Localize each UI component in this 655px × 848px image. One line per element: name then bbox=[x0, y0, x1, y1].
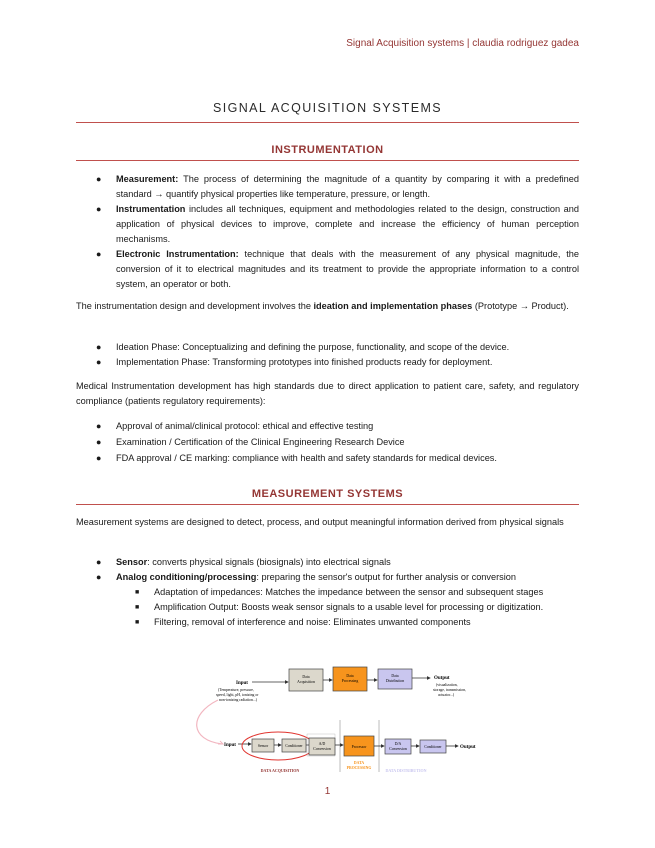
phases-intro: The instrumentation design and development involves the ideation and implementation phases (Prototype → Product). bbox=[76, 301, 569, 311]
list-item: ● Electronic Instrumentation: technique that deals with the measurement of any physical magnitude, the conversion of it to electrical magnitudes and its treatment to provide the appropriate information to a control system, an operator or both. bbox=[96, 249, 580, 289]
diagram-input-desc: (Temperature, pressure, bbox=[218, 688, 254, 692]
page-number: 1 bbox=[324, 786, 331, 797]
bullet-icon: ● bbox=[96, 572, 102, 582]
measurement-intro: Measurement systems are designed to detect, process, and output meaningful information derived from physical signals bbox=[76, 517, 564, 527]
section-label-acquisition: DATA ACQUISITION bbox=[260, 768, 300, 773]
list-item: ■ Amplification Output: Boosts weak sensor signals to a usable level for processing or digitization. bbox=[154, 600, 579, 615]
diagram-output-desc: (visualization, bbox=[436, 683, 458, 687]
bullet-icon: ● bbox=[96, 557, 102, 567]
box-label: A/D bbox=[318, 742, 326, 746]
list-item: ■ Adaptation of impedances: Matches the impedance between the sensor and subsequent stages bbox=[154, 585, 579, 600]
diagram-input-label: Input bbox=[236, 681, 248, 686]
section-heading-instrumentation: INSTRUMENTATION bbox=[271, 144, 384, 156]
diagram-output-desc: storage, transmission, bbox=[433, 688, 467, 692]
section-label-distribution: DATA DISTRIBUTION bbox=[385, 768, 427, 773]
flow-curve bbox=[197, 700, 222, 744]
title-divider bbox=[76, 122, 579, 123]
box-label: Conversion bbox=[389, 747, 407, 751]
list-item: ● Examination / Certification of the Clinical Engineering Research Device bbox=[116, 435, 579, 451]
bullet-icon: ● bbox=[96, 342, 102, 352]
list-item: ● Measurement: The process of determining the magnitude of a quantity by comparing it with a predefined standard → quantify physical properties like temperature, pressure, or length. bbox=[96, 174, 579, 199]
box-label: Data bbox=[391, 674, 399, 678]
diagram-input-desc: non-ionizing radiation...) bbox=[219, 698, 257, 702]
bullet-icon: ● bbox=[96, 437, 102, 447]
box-label: Data bbox=[346, 674, 354, 678]
section-heading-measurement-systems: MEASUREMENT SYSTEMS bbox=[251, 488, 404, 500]
box-label: Distribution bbox=[385, 679, 405, 683]
bullet-icon: ● bbox=[96, 453, 102, 463]
list-item: ● Approval of animal/clinical protocol: ethical and effective testing bbox=[116, 419, 579, 435]
medical-list bbox=[96, 419, 579, 467]
box-label: Conditioner bbox=[424, 745, 442, 749]
box-label: Processing bbox=[341, 679, 359, 683]
phases-list bbox=[96, 340, 579, 370]
measurement-system-diagram bbox=[196, 660, 592, 782]
bullet-icon: ● bbox=[96, 249, 102, 259]
bullet-icon: ● bbox=[96, 174, 102, 184]
definitions-list bbox=[96, 172, 580, 292]
box-label: Sensor bbox=[257, 744, 269, 748]
square-bullet-icon: ■ bbox=[135, 619, 140, 626]
box-label: Conversion bbox=[313, 747, 331, 751]
diagram-input-desc: speed, light, pH, ionizing or bbox=[216, 693, 259, 697]
box-label: Conditioner bbox=[285, 744, 303, 748]
list-item: ● Instrumentation includes all techniques, equipment and methodologies related to the design, construction and application of physical devices to improve, complete and increase the efficiency of human perception mechanisms. bbox=[96, 204, 579, 244]
bullet-icon: ● bbox=[96, 357, 102, 367]
diagram-output-desc: actuator...) bbox=[438, 693, 455, 697]
list-item: ■ Filtering, removal of interference and noise: Eliminates unwanted components bbox=[154, 615, 579, 630]
list-item: ● Sensor: converts physical signals (biosignals) into electrical signals bbox=[116, 555, 579, 570]
list-item: ● Analog conditioning/processing: preparing the sensor's output for further analysis or conversion bbox=[116, 570, 579, 585]
section-divider bbox=[76, 504, 579, 505]
box-label: D/A bbox=[394, 742, 402, 746]
list-item: ● Implementation Phase: Transforming prototypes into finished products ready for deployment. bbox=[116, 355, 579, 370]
list-item: ● FDA approval / CE marking: compliance with health and safety standards for medical devices. bbox=[116, 451, 579, 467]
bullet-icon: ● bbox=[96, 204, 102, 214]
conditioning-sublist bbox=[135, 585, 579, 630]
square-bullet-icon: ■ bbox=[135, 604, 140, 611]
running-header: Signal Acquisition systems | claudia rodriguez gadea bbox=[346, 38, 579, 49]
bullet-icon: ● bbox=[96, 421, 102, 431]
list-item: ● Ideation Phase: Conceptualizing and defining the purpose, functionality, and scope of the device. bbox=[116, 340, 579, 355]
diagram-output-label: Output bbox=[434, 676, 450, 681]
box-label: Processor bbox=[351, 745, 367, 749]
box-label: Acquisition bbox=[297, 680, 315, 684]
box-label: Data bbox=[302, 675, 310, 679]
diagram-input-label: Input bbox=[224, 743, 236, 748]
diagram-output-label: Output bbox=[460, 745, 476, 750]
section-label-processing: DATA bbox=[353, 761, 365, 765]
medical-intro: Medical Instrumentation development has high standards due to direct application to patient care, safety, and regulatory compliance (patients regulatory requirements): bbox=[76, 381, 579, 406]
section-divider bbox=[76, 160, 579, 161]
document-title: SIGNAL ACQUISITION SYSTEMS bbox=[212, 101, 443, 115]
section-label-processing: PROCESSING bbox=[346, 766, 372, 770]
flow-curve-head bbox=[218, 741, 223, 744]
square-bullet-icon: ■ bbox=[135, 589, 140, 596]
measurement-list bbox=[96, 555, 579, 585]
